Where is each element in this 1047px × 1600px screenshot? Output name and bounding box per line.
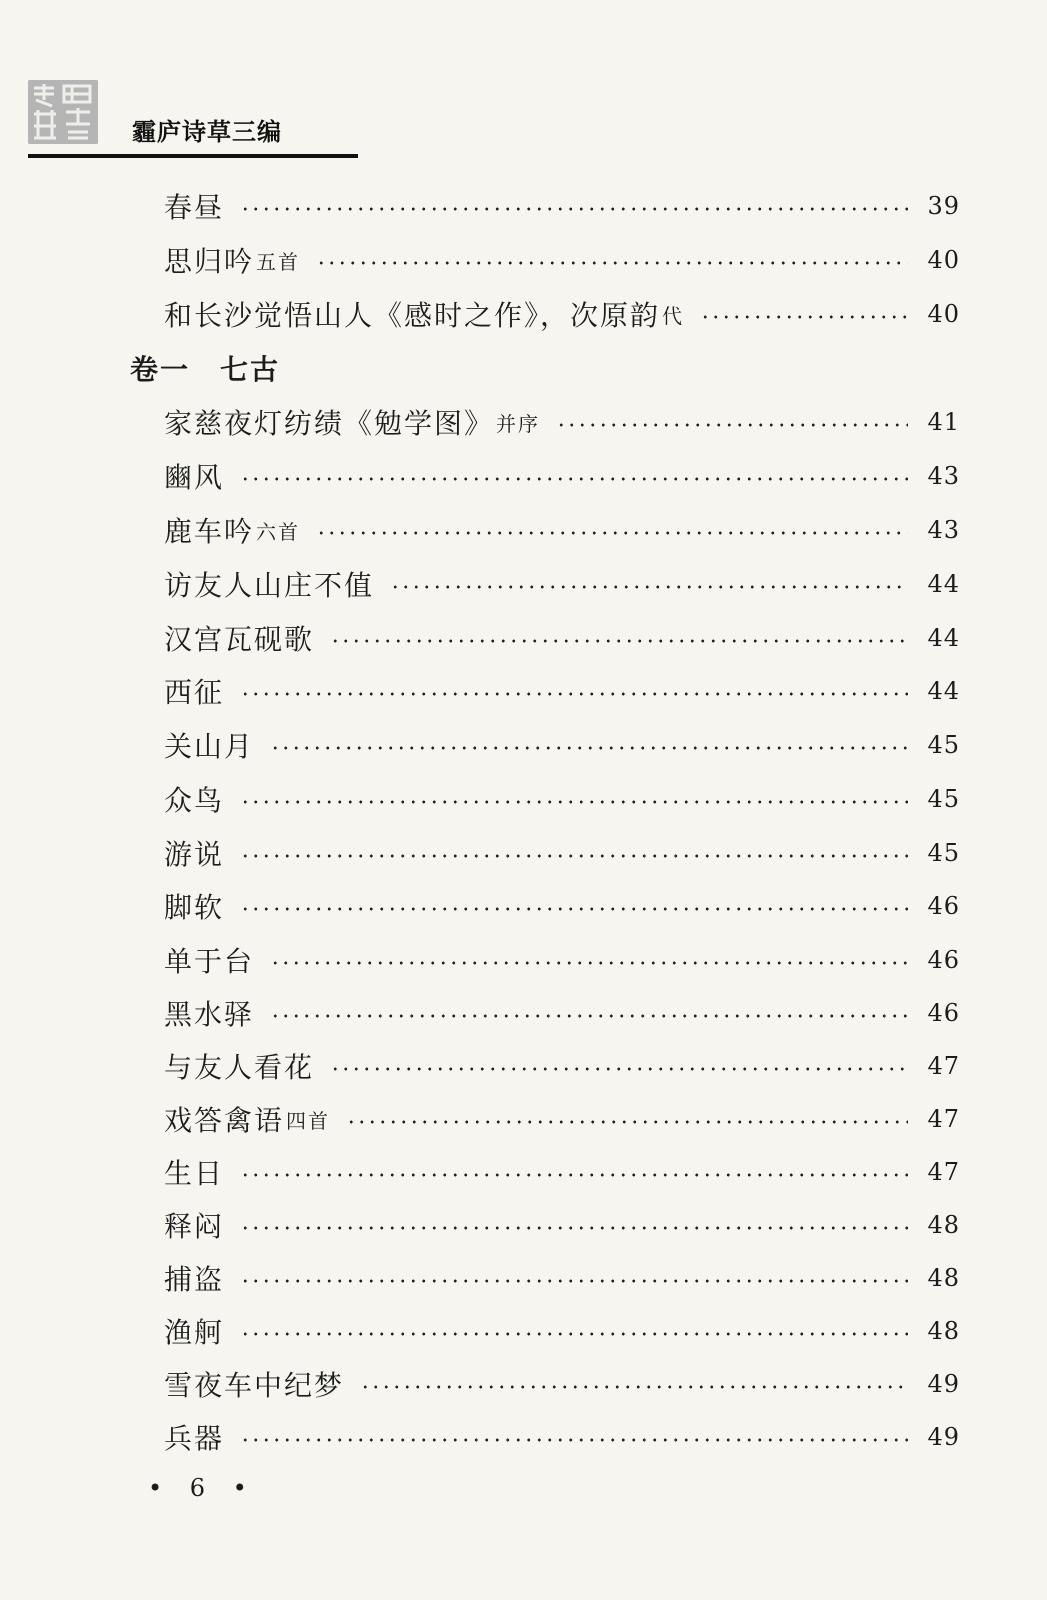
dot-leader [316,531,908,535]
toc-entry[interactable] [164,618,960,658]
entry-title: 豳风 [164,461,225,494]
entry-note: 五首 [256,249,301,274]
entry-note: 代 [662,303,685,328]
toc-entry[interactable] [164,510,960,550]
entry-page: 47 [927,1105,960,1133]
dot-leader [240,1438,908,1442]
entry-title: 雪夜车中纪梦 [164,1369,345,1402]
entry-title: 生日 [164,1157,225,1190]
toc-entry[interactable] [164,240,960,280]
dot-leader [330,1067,908,1071]
entry-page: 45 [927,731,960,759]
entry-title: 汉宫瓦砚歌 [164,623,315,656]
dot-leader [240,854,908,858]
dot-leader [700,315,908,319]
entry-page: 39 [927,192,960,220]
toc-entry[interactable] [164,725,960,765]
entry-note: 四首 [286,1108,331,1133]
entry-page: 41 [927,408,960,436]
entry-title: 众鸟 [164,784,225,817]
entry-page: 47 [927,1052,960,1080]
toc-entry[interactable] [164,1258,960,1298]
entry-page: 44 [927,570,960,598]
entry-page: 43 [927,462,960,490]
entry-title: 与友人看花 [164,1051,315,1084]
entry-title: 渔舸 [164,1316,225,1349]
entry-page: 49 [927,1370,960,1398]
toc-entry[interactable] [164,1205,960,1245]
section-heading [130,348,280,388]
entry-title: 兵器 [164,1422,225,1455]
toc-entry[interactable] [164,886,960,926]
toc-entry[interactable] [164,402,960,442]
book-title: 霾庐诗草三编 [132,118,282,146]
entry-page: 45 [927,839,960,867]
page-number: • 6 • [148,1474,257,1502]
dot-leader [240,1226,908,1230]
entry-note: 六首 [256,519,301,544]
entry-page: 45 [927,785,960,813]
dot-leader [270,961,908,965]
toc-entry[interactable] [164,1152,960,1192]
entry-page: 40 [927,246,960,274]
entry-title: 春昼 [164,191,225,224]
toc-entry[interactable] [164,993,960,1033]
entry-title: 思归吟 [164,245,255,278]
dot-leader [330,639,908,643]
toc-entry[interactable] [164,294,960,334]
entry-title: 西征 [164,676,225,709]
dot-leader [240,800,908,804]
toc-entry[interactable] [164,1417,960,1457]
entry-page: 49 [927,1423,960,1451]
dot-leader [240,477,908,481]
toc-entry[interactable] [164,456,960,496]
toc-entry[interactable] [164,671,960,711]
toc-entry[interactable] [164,1311,960,1351]
section-volume: 卷一 [130,353,191,386]
toc-entry[interactable] [164,833,960,873]
dot-leader [240,907,908,911]
entry-title: 脚软 [164,891,225,924]
entry-title: 游说 [164,838,225,871]
entry-title: 黑水驿 [164,998,255,1031]
dot-leader [270,1014,908,1018]
entry-page: 48 [927,1317,960,1345]
toc-entry[interactable] [164,1099,960,1139]
entry-page: 40 [927,300,960,328]
entry-title: 戏答禽语 [164,1104,285,1137]
entry-page: 46 [927,892,960,920]
dot-leader [240,207,908,211]
toc-entry[interactable] [164,1364,960,1404]
entry-page: 44 [927,677,960,705]
entry-page: 46 [927,999,960,1027]
entry-title: 捕盗 [164,1263,225,1296]
entry-note: 并序 [496,411,541,436]
entry-title: 关山月 [164,730,255,763]
dot-leader [240,1173,908,1177]
dot-leader [346,1120,908,1124]
dot-leader [240,1332,908,1336]
entry-title: 和长沙觉悟山人《感时之作》，次原韵 [164,299,661,332]
dot-leader [390,585,908,589]
entry-title: 单于台 [164,945,255,978]
entry-title: 释闷 [164,1210,225,1243]
entry-page: 47 [927,1158,960,1186]
dot-leader [270,746,908,750]
entry-page: 46 [927,946,960,974]
toc-entry[interactable] [164,564,960,604]
dot-leader [556,423,908,427]
toc-entry[interactable] [164,779,960,819]
dot-leader [360,1385,908,1389]
toc-entry[interactable] [164,940,960,980]
entry-page: 48 [927,1211,960,1239]
entry-page: 43 [927,516,960,544]
dot-leader [240,1279,908,1283]
section-genre: 七古 [220,353,281,386]
entry-page: 44 [927,624,960,652]
entry-page: 48 [927,1264,960,1292]
dot-leader [240,692,908,696]
entry-title: 家慈夜灯纺绩《勉学图》 [164,407,495,440]
toc-entry[interactable] [164,186,960,226]
entry-title: 访友人山庄不值 [164,569,375,602]
dot-leader [316,261,908,265]
entry-title: 鹿车吟 [164,515,255,548]
toc-entry[interactable] [164,1046,960,1086]
